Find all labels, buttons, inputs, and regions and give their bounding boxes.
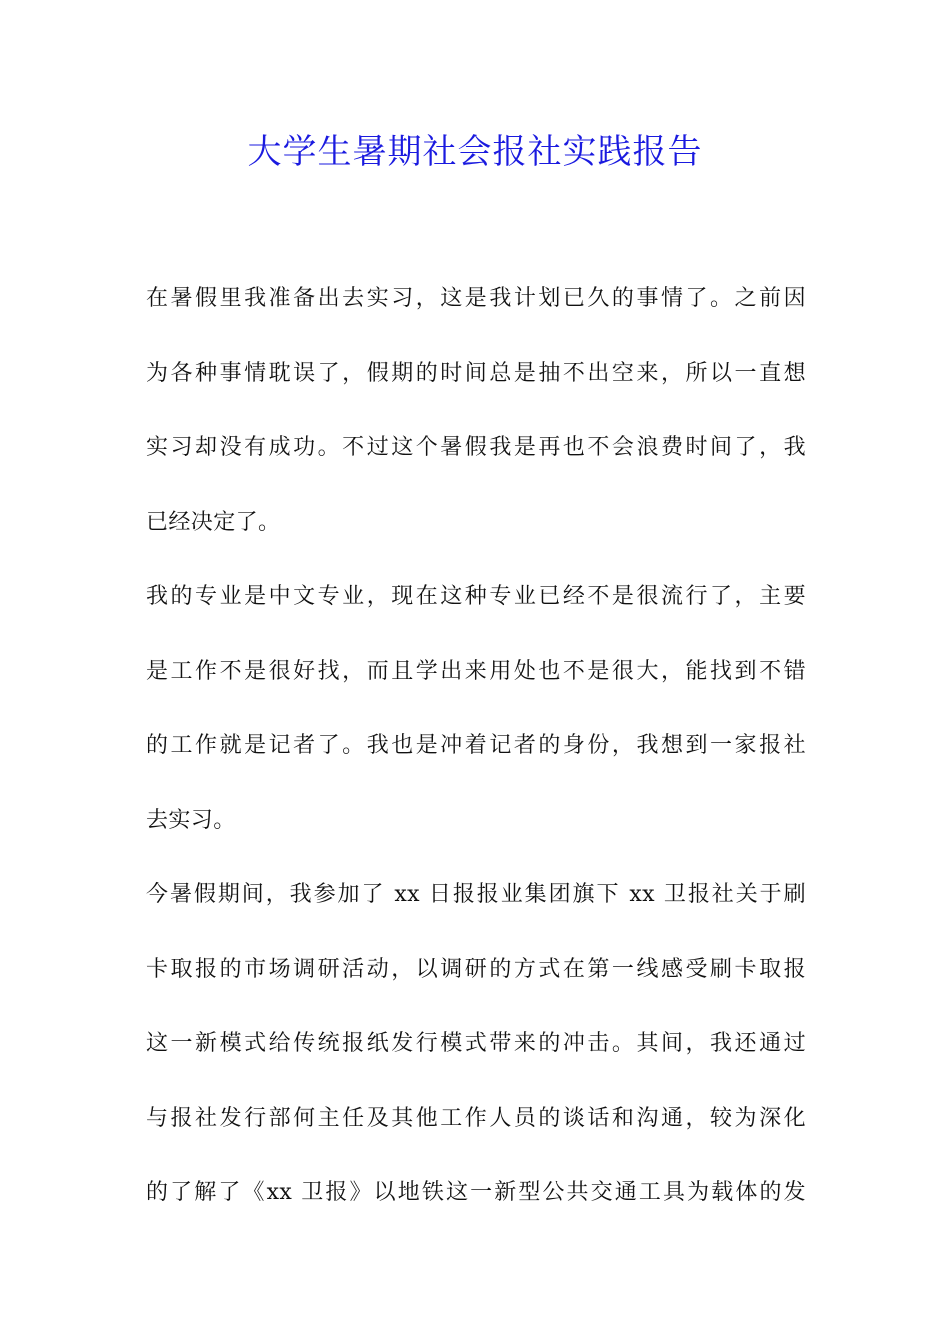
- paragraph-3-line-4: 与报社发行部何主任及其他工作人员的谈话和沟通，较为深化: [146, 1105, 806, 1131]
- paragraph-3-line-5: 的了解了《xx 卫报》以地铁这一新型公共交通工具为载体的发: [146, 1180, 806, 1205]
- paragraph-1-line-3: 实习却没有成功。不过这个暑假我是再也不会浪费时间了，我: [146, 435, 806, 460]
- document-title: 大学生暑期社会报社实践报告: [247, 132, 703, 172]
- paragraph-2-line-1: 我的专业是中文专业，现在这种专业已经不是很流行了，主要: [146, 584, 806, 609]
- paragraph-1-line-4: 已经决定了。: [146, 509, 281, 535]
- document-body: [146, 262, 806, 1231]
- paragraph-2-line-2: 是工作不是很好找，而且学出来用处也不是很大，能找到不错: [146, 658, 806, 684]
- paragraph-2-line-3: 的工作就是记者了。我也是冲着记者的身份，我想到一家报社: [146, 733, 806, 758]
- paragraph-1-line-1: 在暑假里我准备出去实习，这是我计划已久的事情了。之前因: [146, 286, 806, 311]
- paragraph-3-line-1: 今暑假期间，我参加了 xx 日报报业集团旗下 xx 卫报社关于刷: [146, 882, 806, 907]
- paragraph-3-line-3: 这一新模式给传统报纸发行模式带来的冲击。其间，我还通过: [146, 1031, 806, 1056]
- paragraph-1-line-2: 为各种事情耽误了，假期的时间总是抽不出空来，所以一直想: [146, 360, 806, 386]
- paragraph-2-line-4: 去实习。: [146, 807, 236, 833]
- paragraph-3-line-2: 卡取报的市场调研活动，以调研的方式在第一线感受刷卡取报: [146, 956, 806, 982]
